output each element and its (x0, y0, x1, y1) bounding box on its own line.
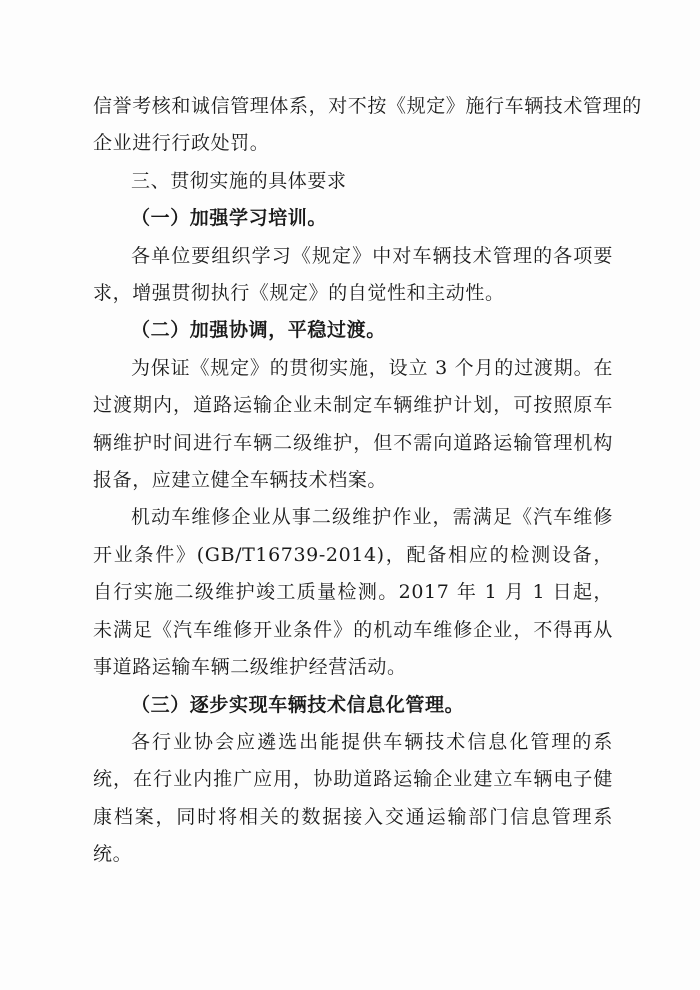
subheading-text: （三）逐步实现车辆技术信息化管理。 (131, 693, 465, 716)
paragraph-continuation (93, 88, 642, 163)
paragraph-transition (93, 350, 613, 500)
paragraph-study (93, 238, 613, 313)
text-line: 渡期内，道路运输企业未制定车辆维护计划，可按照原车辆维护 (93, 394, 613, 454)
text-line: 各单位要组织学习《规定》中对车辆技术管理的各项要求， (93, 244, 613, 305)
text-line: 为保证《规定》的贯彻实施，设立 3 个月的过渡期。在过 (93, 356, 613, 417)
text-line: 时间进行车辆二级维护，但不需向道路运输管理机构报备，应建 (93, 431, 613, 492)
text-line: 业条件》(GB/T16739-2014)，配备相应的检测设备，自行实施二 (93, 543, 613, 604)
text-line: 在行业内推广应用，协助道路运输企业建立车辆电子健康档案， (93, 768, 614, 828)
section-heading-text: 三、贯彻实施的具体要求 (131, 169, 347, 192)
text-line: 护经营活动。 (289, 656, 407, 679)
text-line: 企业进行行政处罚。 (93, 132, 270, 155)
paragraph-repair-enterprise (93, 499, 613, 686)
text-line: 各行业协会应遴选出能提供车辆技术信息化管理的系统， (93, 730, 613, 791)
subheading-informatization (93, 687, 613, 724)
text-line: 级维护竣工质量检测。2017 年 1 月 1 日起，未满足《汽车维修 (93, 581, 613, 641)
document-body (93, 88, 642, 874)
section-heading (93, 163, 613, 200)
text-line: 开业条件》的机动车维修企业，不得再从事道路运输车辆二级维 (93, 618, 613, 679)
text-line: 立健全车辆技术档案。 (191, 469, 388, 492)
subheading-study-training (93, 200, 613, 237)
text-line: 信誉考核和诚信管理体系，对不按《规定》施行车辆技术管理的 (93, 95, 642, 117)
text-line: 同时将相关的数据接入交通运输部门信息管理系统。 (93, 805, 613, 866)
text-line: 增强贯彻执行《规定》的自觉性和主动性。 (132, 282, 505, 305)
subheading-text: （二）加强协调，平稳过渡。 (131, 319, 386, 342)
paragraph-informatization (93, 724, 613, 874)
subheading-coordination (93, 312, 613, 349)
text-line: 机动车维修企业从事二级维护作业，需满足《汽车维修开 (93, 506, 613, 566)
subheading-text: （一）加强学习培训。 (131, 207, 328, 230)
